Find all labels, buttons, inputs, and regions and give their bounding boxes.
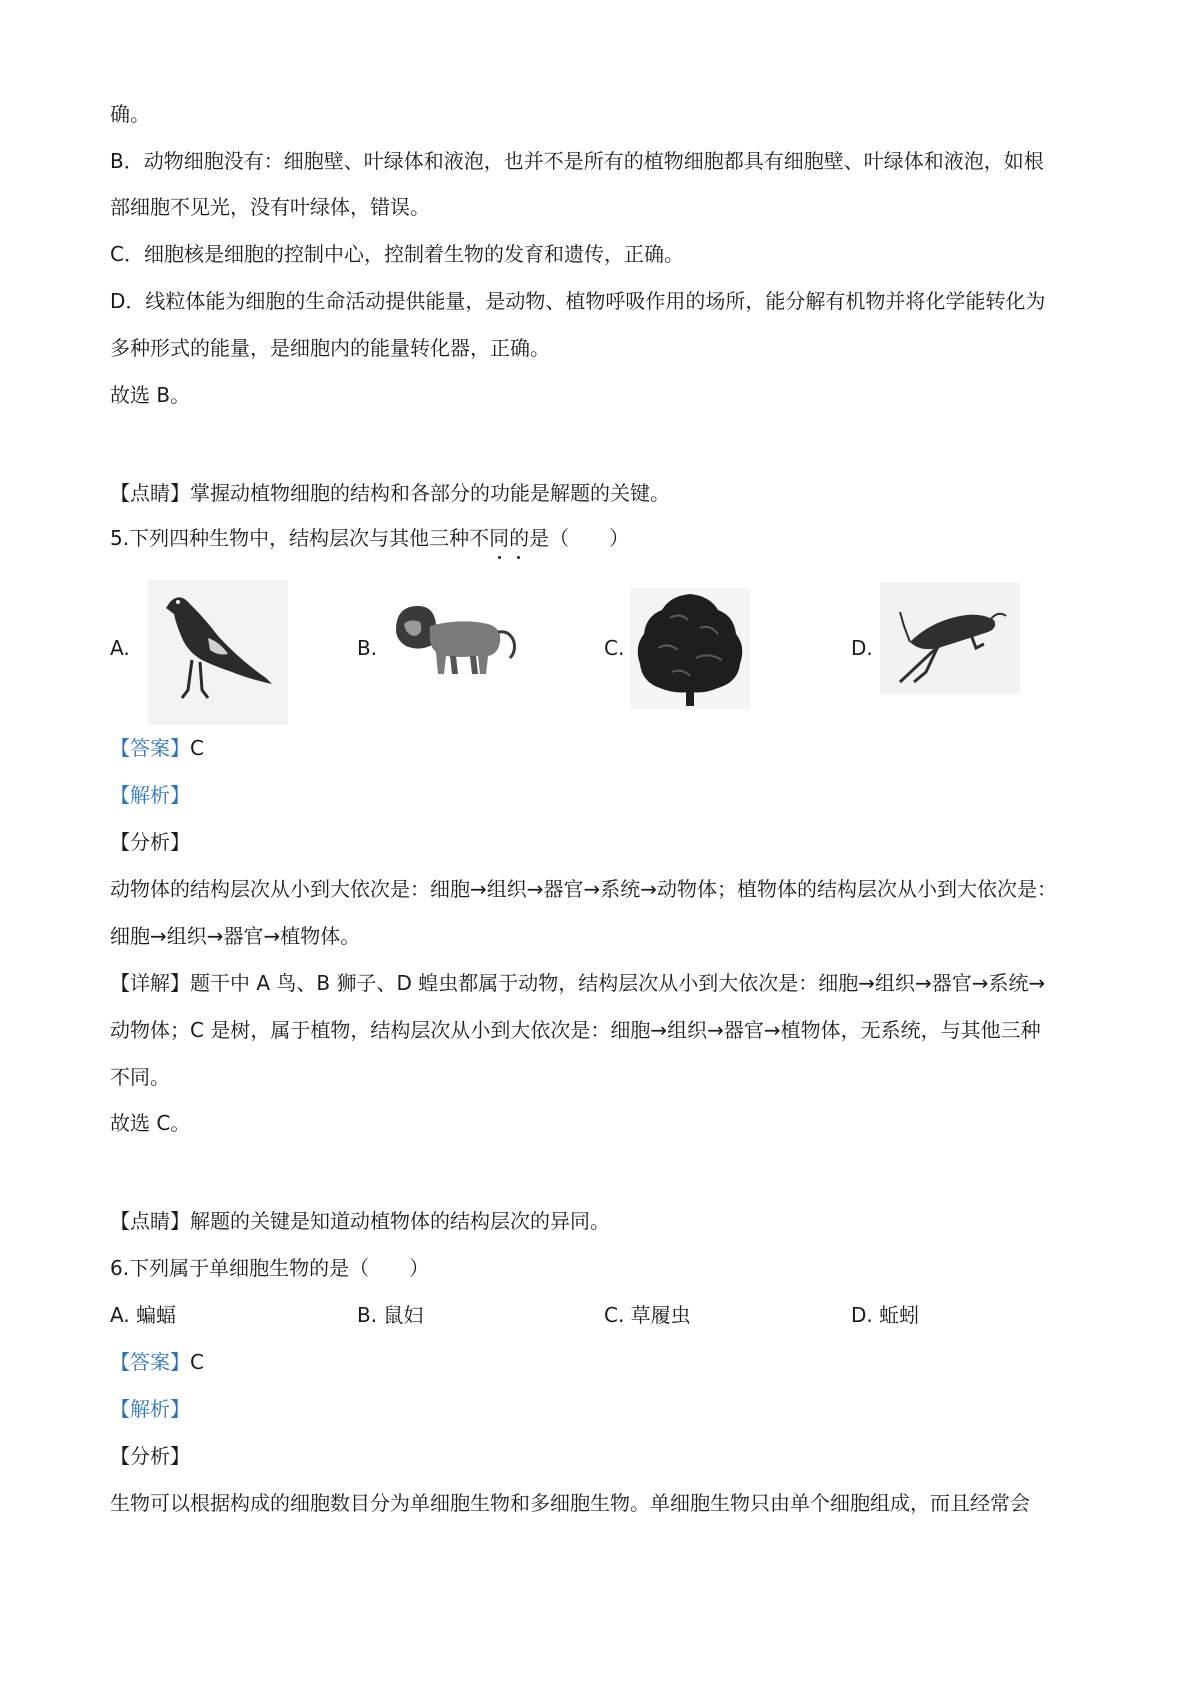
text-line: 细胞→组织→器官→植物体。 xyxy=(110,924,361,948)
option-b: B. 鼠妇 xyxy=(357,1303,424,1327)
text-line: 故选 B。 xyxy=(110,383,191,407)
option-c: C. 草履虫 xyxy=(604,1303,691,1327)
text-line: 动物体；C 是树，属于植物，结构层次从小到大依次是：细胞→组织→器官→植物体，无系统，与其他三种 xyxy=(110,1018,1041,1042)
option-c-label: C. xyxy=(604,636,625,660)
text-line: 部细胞不见光，没有叶绿体，错误。 xyxy=(110,195,430,219)
answer-line xyxy=(110,1348,204,1376)
answer-value: C xyxy=(190,1350,204,1374)
question-5: 5.下列四种生物中，结构层次与其他三种不同的是（ ） xyxy=(110,526,630,550)
jiexi-heading: 【解析】 xyxy=(110,783,190,807)
option-a-label: A. xyxy=(110,636,130,660)
option-d: D. 蚯蚓 xyxy=(851,1303,920,1327)
text-line: 多种形式的能量，是细胞内的能量转化器，正确。 xyxy=(110,336,550,360)
text-line: 确。 xyxy=(110,102,150,126)
answer-line xyxy=(110,734,204,762)
question-6: 6.下列属于单细胞生物的是（ ） xyxy=(110,1256,430,1280)
text-line: 【详解】题干中 A 鸟、B 狮子、D 蝗虫都属于动物，结构层次从小到大依次是：细胞→组织→器官→系统→ xyxy=(110,971,1046,995)
option-a: A. 蝙蝠 xyxy=(110,1303,177,1327)
grasshopper-image xyxy=(880,582,1020,694)
text-line: 不同。 xyxy=(110,1065,170,1089)
emphasis-dot xyxy=(498,556,501,559)
text-line: 生物可以根据构成的细胞数目分为单细胞生物和多细胞生物。单细胞生物只由单个细胞组成，而且经常会 xyxy=(110,1491,1030,1515)
answer-value: C xyxy=(190,736,204,760)
text-line: B．动物细胞没有：细胞壁、叶绿体和液泡，也并不是所有的植物细胞都具有细胞壁、叶绿体和液泡，如根 xyxy=(110,149,1044,173)
dianjing-line: 【点睛】解题的关键是知道动植物体的结构层次的异同。 xyxy=(110,1209,610,1233)
dianjing-line: 【点睛】掌握动植物细胞的结构和各部分的功能是解题的关键。 xyxy=(110,481,670,505)
emphasis-dot xyxy=(517,556,520,559)
text-line: C．细胞核是细胞的控制中心，控制着生物的发育和遗传，正确。 xyxy=(110,242,684,266)
jiexi-heading: 【解析】 xyxy=(110,1397,190,1421)
tree-image xyxy=(630,588,750,710)
answer-label: 【答案】 xyxy=(110,736,190,760)
option-b-label: B. xyxy=(357,636,378,660)
text-line: 故选 C。 xyxy=(110,1111,191,1135)
lion-image xyxy=(390,600,520,680)
text-line: 动物体的结构层次从小到大依次是：细胞→组织→器官→系统→动物体；植物体的结构层次从小到大依次是： xyxy=(110,877,1058,901)
bird-image xyxy=(148,580,288,725)
answer-label: 【答案】 xyxy=(110,1350,190,1374)
text-line: D．线粒体能为细胞的生命活动提供能量，是动物、植物呼吸作用的场所，能分解有机物并将化学能转化为 xyxy=(110,289,1046,313)
fenxi-heading: 【分析】 xyxy=(110,1444,190,1468)
fenxi-heading: 【分析】 xyxy=(110,830,190,854)
option-d-label: D. xyxy=(851,636,873,660)
